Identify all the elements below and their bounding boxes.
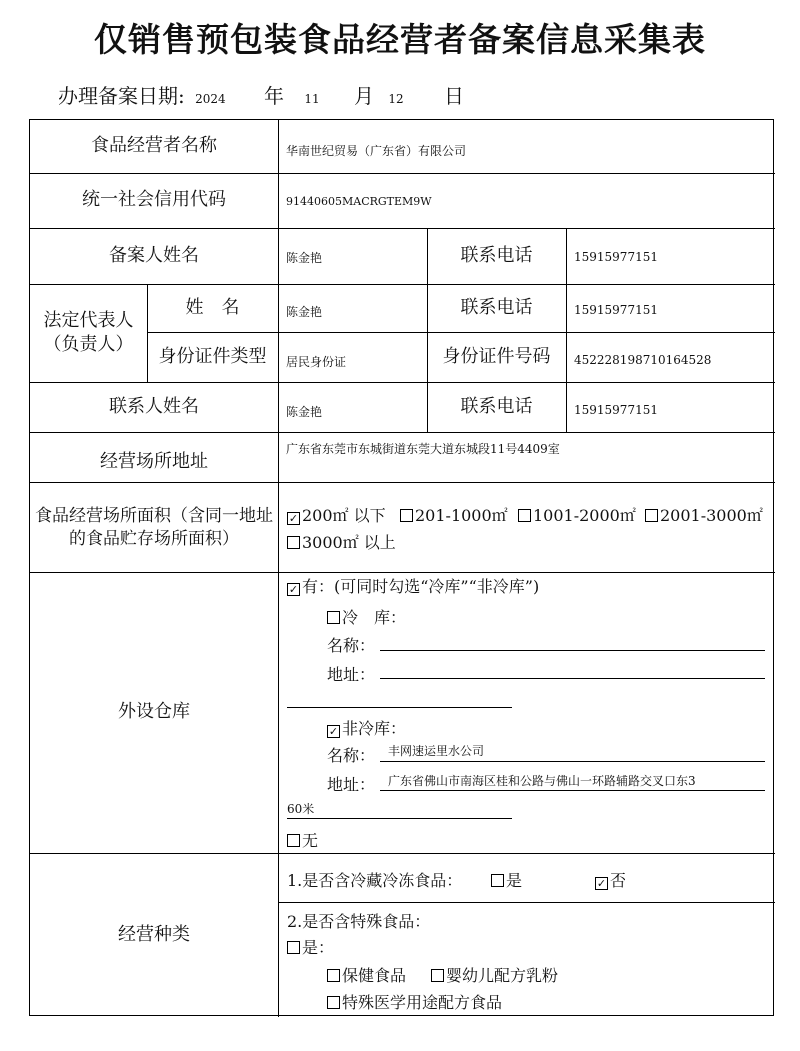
filing-date	[58, 80, 464, 109]
contact-name-value: 陈金艳	[286, 405, 323, 419]
checkbox[interactable]: ✓	[596, 877, 607, 890]
noncold-addr-value-cont: 60米	[287, 802, 315, 816]
cold-name-label: 名称：	[327, 636, 376, 655]
checkbox[interactable]	[327, 969, 340, 982]
area-label: 食品经营场所面积（含同一地址的食品贮存场所面积）	[35, 506, 273, 549]
filing-month: 11	[304, 92, 320, 106]
q2-yes-label: 是：	[302, 938, 335, 957]
checkbox[interactable]	[327, 996, 340, 1009]
area-option-2-label: 201-1000㎡	[415, 506, 508, 525]
noncold-name-field[interactable]	[380, 761, 765, 762]
area-option-4-label: 2001-3000㎡	[660, 506, 763, 525]
filer-phone-value: 15915977151	[574, 250, 658, 264]
filing-date-label: 办理备案日期:	[58, 84, 185, 108]
legal-name-label: 姓 名	[185, 296, 240, 318]
area-option-5-label: 3000㎡ 以上	[302, 533, 396, 552]
form-title: 仅销售预包装食品经营者备案信息采集表	[94, 20, 706, 59]
filing-day: 12	[388, 92, 404, 106]
form-table	[29, 119, 774, 1016]
contact-phone-label: 联系电话	[460, 395, 533, 417]
checkbox[interactable]	[491, 874, 504, 887]
health-food-label: 保健食品	[342, 966, 407, 985]
legal-phone-label: 联系电话	[460, 296, 533, 318]
checkbox[interactable]: ✓	[328, 725, 339, 738]
warehouse-has[interactable]	[287, 574, 539, 597]
warehouse-cold-label: 冷 库：	[342, 608, 407, 627]
health-food-option[interactable]	[327, 963, 406, 986]
credit-code-label: 统一社会信用代码	[82, 189, 226, 211]
credit-code-value: 91440605MACRGTEM9W	[286, 195, 432, 208]
checkbox[interactable]: ✓	[288, 512, 299, 525]
col-divider	[278, 120, 279, 1017]
checkbox[interactable]	[518, 509, 531, 522]
filer-name-label: 备案人姓名	[109, 244, 199, 266]
noncold-name-label: 名称：	[327, 746, 376, 765]
noncold-name-value: 丰网速运里水公司	[388, 744, 485, 758]
infant-formula-option[interactable]	[431, 963, 558, 986]
area-option-1-label: 200㎡ 以下	[302, 506, 386, 525]
checkbox[interactable]	[327, 611, 340, 624]
noncold-address-field[interactable]	[380, 790, 765, 791]
cold-address-field[interactable]	[380, 678, 765, 679]
medical-food-label: 特殊医学用途配方食品	[342, 993, 503, 1012]
q2-yes[interactable]	[287, 935, 334, 958]
warehouse-has-label: 有：(可同时勾选“冷库”“非冷库”)	[302, 577, 540, 596]
noncold-address-field-cont[interactable]	[287, 818, 512, 819]
contact-phone-value: 15915977151	[574, 403, 658, 417]
area-option-3-label: 1001-2000㎡	[533, 506, 636, 525]
filer-name-value: 陈金艳	[286, 251, 323, 265]
checkbox[interactable]: ✓	[288, 583, 299, 596]
area-option-5[interactable]	[287, 530, 396, 553]
warehouse-cold[interactable]	[327, 605, 406, 628]
checkbox[interactable]	[431, 969, 444, 982]
noncold-addr-value: 广东省佛山市南海区桂和公路与佛山一环路辅路交叉口东3	[388, 774, 696, 788]
medical-food-option[interactable]	[327, 990, 502, 1013]
checkbox[interactable]	[287, 536, 300, 549]
warehouse-none-label: 无	[302, 831, 319, 850]
category-label: 经营种类	[118, 923, 190, 945]
month-unit: 月	[354, 84, 375, 108]
contact-name-label: 联系人姓名	[109, 395, 199, 417]
cold-address-field-cont[interactable]	[287, 707, 512, 708]
area-option-2[interactable]	[400, 503, 508, 526]
area-option-4[interactable]	[645, 503, 763, 526]
legal-rep-label: 法定代表人（负责人）	[43, 309, 134, 355]
filing-year: 2024	[195, 92, 226, 106]
id-number-label: 身份证件号码	[442, 345, 551, 367]
q1-yes[interactable]	[491, 868, 522, 891]
year-unit: 年	[264, 84, 285, 108]
q1-no[interactable]	[595, 868, 626, 891]
cold-addr-label: 地址：	[327, 665, 376, 684]
id-type-label: 身份证件类型	[158, 345, 267, 367]
warehouse-noncold-label: 非冷库：	[342, 719, 407, 738]
row-divider	[278, 902, 775, 903]
q2-text: 2.是否含特殊食品：	[287, 912, 431, 931]
legal-phone-value: 15915977151	[574, 303, 658, 317]
infant-formula-label: 婴幼儿配方乳粉	[446, 966, 559, 985]
warehouse-none[interactable]	[287, 828, 318, 851]
checkbox[interactable]	[287, 834, 300, 847]
id-type-value: 居民身份证	[286, 355, 347, 369]
id-number-value: 452228198710164528	[574, 353, 712, 367]
warehouse-noncold[interactable]	[327, 716, 406, 739]
area-option-3[interactable]	[518, 503, 636, 526]
day-unit: 日	[444, 84, 465, 108]
noncold-addr-label: 地址：	[327, 775, 376, 794]
area-option-1[interactable]	[287, 503, 386, 526]
checkbox[interactable]	[287, 941, 300, 954]
warehouse-label: 外设仓库	[118, 701, 190, 723]
checkbox[interactable]	[400, 509, 413, 522]
address-value: 广东省东莞市东城街道东莞大道东城段11号4409室	[286, 442, 560, 456]
filer-phone-label: 联系电话	[460, 244, 533, 266]
cold-name-field[interactable]	[380, 650, 765, 651]
col-divider	[566, 382, 567, 432]
address-label: 经营场所地址	[100, 450, 208, 472]
operator-name-label: 食品经营者名称	[91, 135, 217, 157]
q1-no-label: 否	[610, 871, 627, 890]
legal-name-value: 陈金艳	[286, 305, 323, 319]
checkbox[interactable]	[645, 509, 658, 522]
operator-name-value: 华南世纪贸易（广东省）有限公司	[286, 144, 467, 158]
q1-yes-label: 是	[506, 871, 523, 890]
q1-text: 1.是否含冷藏冷冻食品：	[287, 871, 463, 890]
